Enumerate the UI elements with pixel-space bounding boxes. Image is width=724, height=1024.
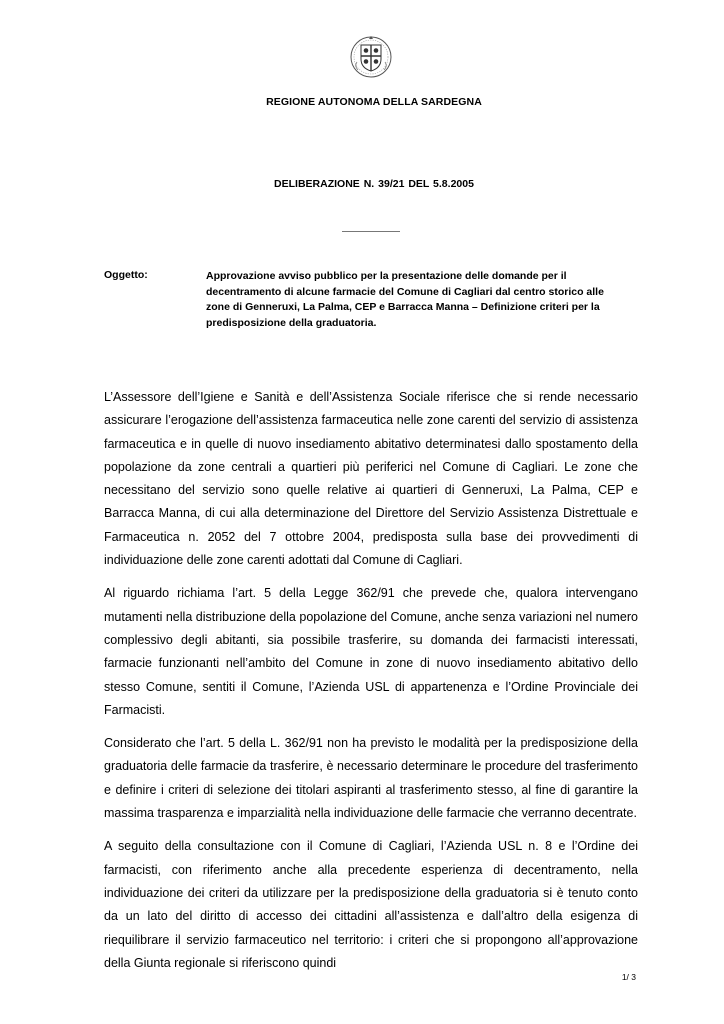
body-paragraph: L’Assessore dell’Igiene e Sanità e dell’Assistenza Sociale riferisce che si rende necessario assicurare l’erogazione dell’assistenza farmaceutica nelle zone carenti del servizio di assistenza farmaceutica e in quelle di nuovo insediamento abitativo determinatesi dallo spostamento della popolazione da zone centrali a quartieri più periferici nel Comune di Cagliari. Le zone che necessitano del servizio sono quelle relative ai quartieri di Genneruxi, La Palma, CEP e Barracca Manna, di cui alla determinazione del Direttore del Servizio Assistenza Distrettuale e Farmaceutica n. 2052 del 7 ottobre 2004, predisposta sulla base dei provvedimenti di individuazione delle zone carenti adottati dal Comune di Cagliari. <box>104 390 638 568</box>
body-paragraph: A seguito della consultazione con il Comune di Cagliari, l’Azienda USL n. 8 e l’Ordine dei farmacisti, con riferimento anche alla precedente esperienza di decentramento, nella individuazione dei criteri da utilizzare per la predisposizione della graduatoria si è tenuto conto da un lato del diritto di accesso dei cittadini all’assistenza e dall’altro della esigenza di riequilibrare il servizio farmaceutico nel territorio: i criteri che si propongono all’approvazione della Giunta regionale si riferiscono quindi <box>104 839 638 970</box>
document-body <box>104 386 638 985</box>
deliberation-number: DELIBERAZIONE N. 39/21 DEL 5.8.2005 <box>274 178 474 190</box>
sardinia-coat-of-arms-icon <box>347 32 395 80</box>
body-paragraph: Al riguardo richiama l’art. 5 della Legge 362/91 che prevede che, qualora intervengano mutamenti nella distribuzione della popolazione del Comune, anche senza variazioni nel numero complessivo degli abitanti, sia possibile trasferire, su domanda dei farmacisti interessati, farmacie funzionanti nell’ambito del Comune in zone di nuovo insediamento abitativo dello stesso Comune, sentiti il Comune, l’Azienda USL di appartenenza e l’Ordine Provinciale dei Farmacisti. <box>104 586 638 717</box>
page-number: 1/ 3 <box>621 972 636 982</box>
subject-label: Oggetto: <box>104 269 148 281</box>
separator-line <box>342 231 400 232</box>
subject-text: Approvazione avviso pubblico per la presentazione delle domande per il decentramento di alcune farmacie del Comune di Cagliari dal centro storico alle zone di Genneruxi, La Palma, CEP e Barracca Manna – Definizione criteri per la predisposizione della graduatoria. <box>206 270 604 329</box>
region-heading: REGIONE AUTONOMA DELLA SARDEGNA <box>266 96 482 108</box>
body-paragraph: Considerato che l’art. 5 della L. 362/91 non ha previsto le modalità per la predisposizione della graduatoria delle farmacie da trasferire, è necessario determinare le procedure del trasferimento e definire i criteri di selezione dei titolari aspiranti al trasferimento stesso, al fine di garantire la massima trasparenza e imparzialità nella individuazione delle farmacie che verranno decentrate. <box>104 736 638 821</box>
